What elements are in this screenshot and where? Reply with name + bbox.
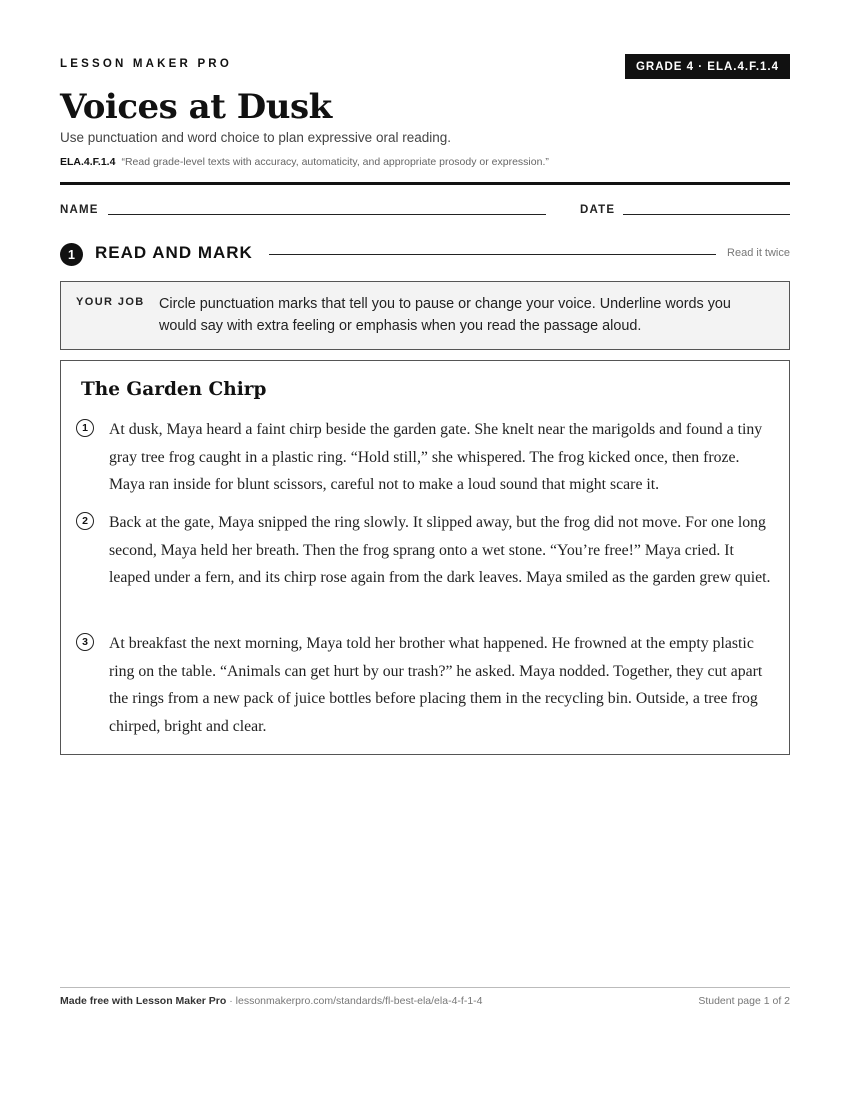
section-header — [60, 242, 790, 266]
paragraph-text-1: At dusk, Maya heard a faint chirp beside the garden gate. She knelt near the marigolds and found a tiny gray tree frog caught in a plastic ring. “Hold still,” she whispered. The frog kicked once, then froze. Maya ran inside for blunt scissors, careful not to make a loud sound that might scare it. — [109, 421, 763, 493]
name-label: NAME — [60, 204, 99, 216]
name-field[interactable] — [108, 214, 546, 215]
standard-text: “Read grade-level texts with accuracy, automaticity, and appropriate prosody or expression.” — [121, 156, 549, 168]
date-field[interactable] — [623, 214, 790, 215]
footer-divider — [60, 987, 790, 988]
standard-code: ELA.4.F.1.4 — [60, 156, 116, 168]
section-divider — [269, 254, 716, 255]
paragraph-text-3: At breakfast the next morning, Maya told her brother what happened. He frowned at the empty plastic ring on the table. “Animals can get hurt by our trash?” he asked. Maya nodded. Together, they cut apart the rings from a new pack of juice bottles before placing them in the recycling bin. Outside, a tree frog chirped, bright and clear. — [109, 635, 763, 735]
paragraph-number-1: 1 — [76, 419, 94, 437]
footer-url[interactable]: · lessonmakerpro.com/standards/fl-best-ela/ela-4-f-1-4 — [226, 995, 483, 1007]
brand-name: LESSON MAKER PRO — [60, 58, 232, 70]
header-divider — [60, 182, 790, 185]
instructions-label: YOUR JOB — [76, 296, 145, 308]
standard-line — [60, 156, 549, 168]
page-title: Voices at Dusk — [60, 87, 332, 127]
date-label: DATE — [580, 204, 616, 216]
page-indicator: Student page 1 of 2 — [698, 995, 790, 1007]
paragraph-text-2: Back at the gate, Maya snipped the ring slowly. It slipped away, but the frog did not move. For one long second, Maya held her breath. Then the frog sprang onto a wet stone. “You’re free!” Maya cried. It leaped under a fern, and its chirp rose again from the dark leaves. Maya smiled as the garden grew quiet. — [109, 514, 771, 586]
instructions-box — [60, 281, 790, 350]
section-title: READ AND MARK — [95, 243, 253, 262]
worksheet-page — [60, 0, 790, 1100]
passage-title: The Garden Chirp — [81, 379, 267, 400]
instructions-text: Circle punctuation marks that tell you to pause or change your voice. Underline words you would say with extra feeling or emphasis when you read the passage aloud. — [159, 296, 731, 334]
footer-credit — [60, 995, 483, 1007]
page-subtitle: Use punctuation and word choice to plan expressive oral reading. — [60, 130, 451, 145]
passage-box — [60, 360, 790, 755]
footer-brand: Made free with Lesson Maker Pro — [60, 995, 227, 1007]
grade-badge: GRADE 4 · ELA.4.F.1.4 — [625, 54, 790, 79]
paragraph-number-3: 3 — [76, 633, 94, 651]
section-note: Read it twice — [727, 247, 790, 259]
paragraph-number-2: 2 — [76, 512, 94, 530]
section-number-badge: 1 — [60, 243, 83, 266]
